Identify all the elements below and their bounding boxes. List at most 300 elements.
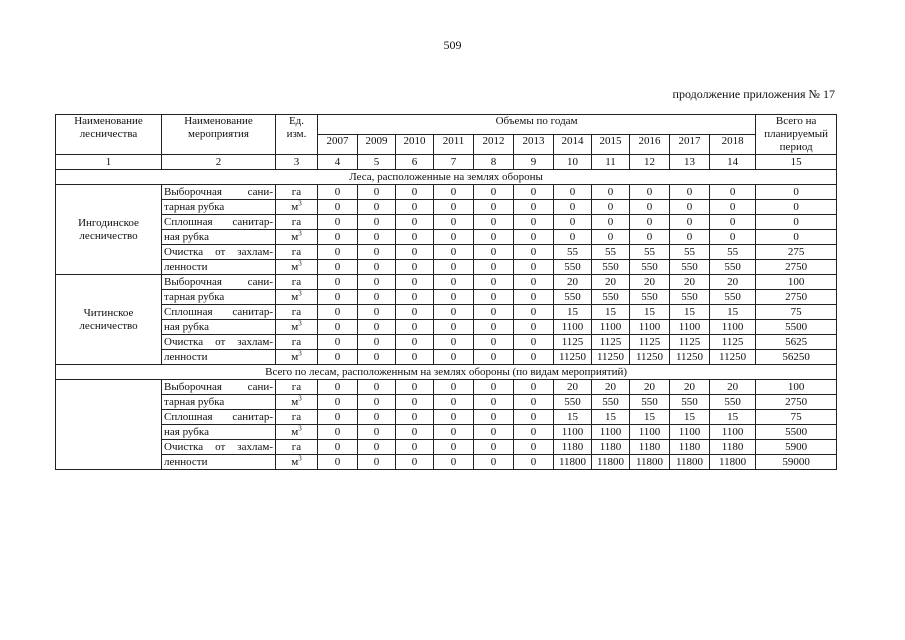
value-cell: 0 [474, 395, 514, 410]
value-cell: 0 [434, 245, 474, 260]
value-cell: 11250 [630, 350, 670, 365]
year-header: 2010 [396, 135, 434, 155]
value-cell: 1180 [630, 440, 670, 455]
value-cell: 0 [396, 425, 434, 440]
table-row [56, 335, 837, 350]
value-cell: 11800 [630, 455, 670, 470]
value-cell: 0 [514, 425, 554, 440]
value-cell: 0 [474, 185, 514, 200]
value-cell: 550 [710, 260, 756, 275]
value-cell: 0 [710, 230, 756, 245]
unit-exponent: 3 [298, 319, 302, 327]
value-cell: 0 [318, 185, 358, 200]
value-cell: 0 [554, 200, 592, 215]
value-cell: 1100 [710, 425, 756, 440]
value-cell: 0 [358, 260, 396, 275]
value-cell: 15 [554, 410, 592, 425]
value-cell: 550 [630, 260, 670, 275]
value-cell: 55 [670, 245, 710, 260]
year-header: 2013 [514, 135, 554, 155]
value-cell: 1125 [592, 335, 630, 350]
column-number: 9 [514, 155, 554, 170]
activity-name: тарная рубка [162, 395, 276, 410]
value-cell: 0 [318, 440, 358, 455]
value-cell: 0 [318, 410, 358, 425]
value-cell: 550 [630, 395, 670, 410]
value-cell: 0 [514, 455, 554, 470]
value-cell: 0 [474, 275, 514, 290]
value-cell: 15 [592, 410, 630, 425]
value-cell: 0 [514, 395, 554, 410]
value-cell: 20 [670, 275, 710, 290]
value-cell: 0 [318, 245, 358, 260]
unit-cell: $м^3$ [276, 290, 318, 305]
year-header: 2016 [630, 135, 670, 155]
value-cell: 550 [592, 395, 630, 410]
total-cell: 5900 [756, 440, 837, 455]
value-cell: 11250 [554, 350, 592, 365]
value-cell: 0 [554, 230, 592, 245]
value-cell: 0 [630, 200, 670, 215]
value-cell: 55 [630, 245, 670, 260]
value-cell: 550 [554, 260, 592, 275]
value-cell: 0 [358, 440, 396, 455]
column-number: 10 [554, 155, 592, 170]
value-cell: 55 [554, 245, 592, 260]
year-header: 2018 [710, 135, 756, 155]
value-cell: 55 [710, 245, 756, 260]
activity-name: Очистка от захлам- [162, 245, 276, 260]
value-cell: 0 [474, 200, 514, 215]
value-cell: 1125 [554, 335, 592, 350]
value-cell: 0 [358, 200, 396, 215]
value-cell: 0 [514, 200, 554, 215]
column-number: 4 [318, 155, 358, 170]
value-cell: 20 [710, 275, 756, 290]
activity-name: ленности [162, 350, 276, 365]
value-cell: 1100 [670, 425, 710, 440]
value-cell: 0 [396, 335, 434, 350]
value-cell: 1100 [592, 425, 630, 440]
value-cell: 0 [474, 455, 514, 470]
value-cell: 0 [514, 230, 554, 245]
value-cell: 0 [396, 260, 434, 275]
value-cell: 0 [318, 320, 358, 335]
unit-cell: га [276, 380, 318, 395]
value-cell: 1100 [670, 320, 710, 335]
value-cell: 0 [396, 305, 434, 320]
activity-name: Очистка от захлам- [162, 440, 276, 455]
unit-cell: $м^3$ [276, 395, 318, 410]
value-cell: 0 [434, 455, 474, 470]
value-cell: 15 [630, 410, 670, 425]
value-cell: 0 [396, 275, 434, 290]
unit-exponent: 3 [298, 424, 302, 432]
value-cell: 0 [318, 350, 358, 365]
value-cell: 1100 [710, 320, 756, 335]
value-cell: 0 [474, 425, 514, 440]
value-cell: 0 [710, 185, 756, 200]
activity-name: тарная рубка [162, 290, 276, 305]
unit-cell: $м^3$ [276, 455, 318, 470]
value-cell: 550 [710, 290, 756, 305]
total-cell: 0 [756, 200, 837, 215]
value-cell: 0 [358, 290, 396, 305]
header-forestry: Наименование лесничества [56, 115, 162, 155]
value-cell: 0 [514, 215, 554, 230]
value-cell: 20 [630, 275, 670, 290]
total-cell: 59000 [756, 455, 837, 470]
column-number: 1 [56, 155, 162, 170]
value-cell: 550 [592, 260, 630, 275]
value-cell: 20 [592, 380, 630, 395]
value-cell: 550 [670, 260, 710, 275]
value-cell: 0 [358, 275, 396, 290]
activity-name: тарная рубка [162, 200, 276, 215]
unit-cell: га [276, 215, 318, 230]
value-cell: 0 [670, 230, 710, 245]
value-cell: 11800 [592, 455, 630, 470]
total-cell: 100 [756, 275, 837, 290]
activity-name: Выборочная сани- [162, 275, 276, 290]
table-row [56, 275, 837, 290]
value-cell: 1180 [670, 440, 710, 455]
value-cell: 55 [592, 245, 630, 260]
value-cell: 0 [474, 335, 514, 350]
column-number: 13 [670, 155, 710, 170]
total-cell: 5500 [756, 425, 837, 440]
value-cell: 0 [514, 275, 554, 290]
value-cell: 15 [670, 410, 710, 425]
unit-cell: га [276, 305, 318, 320]
value-cell: 0 [396, 320, 434, 335]
value-cell: 0 [396, 200, 434, 215]
value-cell: 1125 [670, 335, 710, 350]
column-number: 15 [756, 155, 837, 170]
column-number: 3 [276, 155, 318, 170]
table-row [56, 455, 837, 470]
value-cell: 0 [670, 185, 710, 200]
value-cell: 0 [434, 230, 474, 245]
value-cell: 0 [396, 245, 434, 260]
value-cell: 1180 [592, 440, 630, 455]
table-row [56, 410, 837, 425]
value-cell: 0 [630, 215, 670, 230]
table-row [56, 320, 837, 335]
value-cell: 15 [592, 305, 630, 320]
total-cell: 100 [756, 380, 837, 395]
unit-cell: $м^3$ [276, 200, 318, 215]
value-cell: 11800 [554, 455, 592, 470]
value-cell: 0 [318, 290, 358, 305]
value-cell: 0 [554, 185, 592, 200]
activity-name: ная рубка [162, 425, 276, 440]
value-cell: 0 [630, 230, 670, 245]
value-cell: 0 [318, 380, 358, 395]
total-cell: 5500 [756, 320, 837, 335]
activity-name: Выборочная сани- [162, 185, 276, 200]
value-cell: 0 [514, 380, 554, 395]
value-cell: 550 [554, 290, 592, 305]
value-cell: 0 [434, 305, 474, 320]
value-cell: 0 [318, 395, 358, 410]
value-cell: 0 [396, 455, 434, 470]
value-cell: 1125 [710, 335, 756, 350]
value-cell: 0 [396, 230, 434, 245]
unit-cell: $м^3$ [276, 425, 318, 440]
value-cell: 0 [318, 425, 358, 440]
value-cell: 0 [514, 260, 554, 275]
value-cell: 0 [318, 335, 358, 350]
activity-name: Очистка от захлам- [162, 335, 276, 350]
table-row [56, 440, 837, 455]
total-cell: 2750 [756, 290, 837, 305]
column-number: 11 [592, 155, 630, 170]
value-cell: 11250 [670, 350, 710, 365]
value-cell: 0 [318, 230, 358, 245]
value-cell: 1180 [710, 440, 756, 455]
value-cell: 0 [592, 230, 630, 245]
value-cell: 0 [630, 185, 670, 200]
value-cell: 0 [434, 320, 474, 335]
value-cell: 0 [434, 290, 474, 305]
unit-cell: $м^3$ [276, 260, 318, 275]
value-cell: 0 [318, 455, 358, 470]
value-cell: 0 [396, 395, 434, 410]
year-header: 2015 [592, 135, 630, 155]
value-cell: 0 [514, 305, 554, 320]
value-cell: 0 [474, 305, 514, 320]
value-cell: 0 [474, 260, 514, 275]
value-cell: 0 [434, 260, 474, 275]
value-cell: 11800 [710, 455, 756, 470]
value-cell: 1100 [554, 425, 592, 440]
value-cell: 550 [670, 290, 710, 305]
unit-exponent: 3 [298, 394, 302, 402]
unit-exponent: 3 [298, 199, 302, 207]
forestry-name: Читинское лесничество [56, 275, 162, 365]
page-number: 509 [443, 38, 462, 52]
activity-name: ная рубка [162, 320, 276, 335]
value-cell: 20 [554, 380, 592, 395]
unit-cell: га [276, 245, 318, 260]
value-cell: 0 [358, 395, 396, 410]
value-cell: 1100 [592, 320, 630, 335]
unit-cell: $м^3$ [276, 320, 318, 335]
value-cell: 0 [592, 200, 630, 215]
column-number: 5 [358, 155, 396, 170]
header-total: Всего на планируемый период [756, 115, 837, 155]
value-cell: 0 [358, 245, 396, 260]
value-cell: 0 [474, 245, 514, 260]
activity-name: ная рубка [162, 230, 276, 245]
table-row [56, 260, 837, 275]
value-cell: 0 [514, 410, 554, 425]
column-number: 2 [162, 155, 276, 170]
value-cell: 0 [358, 455, 396, 470]
value-cell: 15 [670, 305, 710, 320]
table-row [56, 200, 837, 215]
column-number: 12 [630, 155, 670, 170]
value-cell: 0 [434, 335, 474, 350]
total-cell: 5625 [756, 335, 837, 350]
table-row [56, 380, 837, 395]
value-cell: 0 [358, 410, 396, 425]
value-cell: 550 [554, 395, 592, 410]
value-cell: 0 [358, 335, 396, 350]
column-number: 7 [434, 155, 474, 170]
year-header: 2014 [554, 135, 592, 155]
value-cell: 0 [514, 440, 554, 455]
table-row [56, 245, 837, 260]
value-cell: 0 [514, 335, 554, 350]
forestry-name: Ингодинское лесничество [56, 185, 162, 275]
value-cell: 0 [474, 380, 514, 395]
column-number: 14 [710, 155, 756, 170]
unit-cell: га [276, 335, 318, 350]
total-cell: 0 [756, 215, 837, 230]
header-unit: Ед. изм. [276, 115, 318, 155]
value-cell: 0 [396, 185, 434, 200]
unit-cell: га [276, 275, 318, 290]
value-cell: 20 [592, 275, 630, 290]
value-cell: 0 [514, 320, 554, 335]
value-cell: 0 [396, 410, 434, 425]
table-row [56, 350, 837, 365]
value-cell: 15 [630, 305, 670, 320]
value-cell: 0 [358, 305, 396, 320]
value-cell: 550 [710, 395, 756, 410]
value-cell: 0 [474, 440, 514, 455]
year-header: 2012 [474, 135, 514, 155]
table-row [56, 305, 837, 320]
table-row [56, 290, 837, 305]
value-cell: 0 [592, 185, 630, 200]
value-cell: 0 [710, 200, 756, 215]
total-cell: 75 [756, 305, 837, 320]
value-cell: 0 [358, 350, 396, 365]
value-cell: 0 [474, 230, 514, 245]
value-cell: 0 [434, 275, 474, 290]
value-cell: 15 [710, 410, 756, 425]
value-cell: 20 [670, 380, 710, 395]
year-header: 2009 [358, 135, 396, 155]
value-cell: 11800 [670, 455, 710, 470]
total-cell: 2750 [756, 395, 837, 410]
value-cell: 0 [396, 440, 434, 455]
total-cell: 275 [756, 245, 837, 260]
value-cell: 0 [318, 260, 358, 275]
value-cell: 0 [554, 215, 592, 230]
value-cell: 0 [358, 320, 396, 335]
value-cell: 550 [592, 290, 630, 305]
value-cell: 0 [592, 215, 630, 230]
value-cell: 0 [318, 200, 358, 215]
table-row [56, 395, 837, 410]
value-cell: 15 [554, 305, 592, 320]
value-cell: 1180 [554, 440, 592, 455]
unit-exponent: 3 [298, 454, 302, 462]
value-cell: 0 [396, 350, 434, 365]
value-cell: 0 [434, 425, 474, 440]
value-cell: 0 [474, 290, 514, 305]
value-cell: 0 [434, 200, 474, 215]
value-cell: 0 [318, 275, 358, 290]
table-row [56, 215, 837, 230]
value-cell: 0 [434, 350, 474, 365]
value-cell: 0 [434, 380, 474, 395]
activity-name: ленности [162, 260, 276, 275]
activity-name: ленности [162, 455, 276, 470]
value-cell: 0 [514, 185, 554, 200]
value-cell: 0 [358, 230, 396, 245]
value-cell: 1125 [630, 335, 670, 350]
column-number: 8 [474, 155, 514, 170]
value-cell: 0 [670, 215, 710, 230]
column-number: 6 [396, 155, 434, 170]
unit-exponent: 3 [298, 229, 302, 237]
value-cell: 1100 [630, 425, 670, 440]
activity-name: Сплошная санитар- [162, 410, 276, 425]
value-cell: 1100 [630, 320, 670, 335]
value-cell: 0 [396, 290, 434, 305]
table-row [56, 425, 837, 440]
value-cell: 20 [630, 380, 670, 395]
year-header: 2011 [434, 135, 474, 155]
value-cell: 0 [358, 215, 396, 230]
value-cell: 0 [514, 350, 554, 365]
table-row [56, 185, 837, 200]
forestry-volumes-table [55, 114, 837, 470]
unit-exponent: 3 [298, 349, 302, 357]
section-row [56, 170, 837, 185]
value-cell: 0 [396, 380, 434, 395]
unit-cell: га [276, 410, 318, 425]
value-cell: 0 [514, 290, 554, 305]
value-cell: 0 [434, 185, 474, 200]
value-cell: 0 [434, 215, 474, 230]
value-cell: 0 [318, 215, 358, 230]
header-volumes: Объемы по годам [318, 115, 756, 135]
value-cell: 0 [434, 440, 474, 455]
value-cell: 20 [554, 275, 592, 290]
total-cell: 0 [756, 230, 837, 245]
section-row [56, 365, 837, 380]
value-cell: 11250 [710, 350, 756, 365]
header-activity: Наименование мероприятия [162, 115, 276, 155]
value-cell: 0 [358, 425, 396, 440]
unit-exponent: 3 [298, 289, 302, 297]
value-cell: 1100 [554, 320, 592, 335]
total-cell: 2750 [756, 260, 837, 275]
value-cell: 0 [434, 395, 474, 410]
section-title: Леса, расположенные на землях обороны [56, 170, 837, 185]
value-cell: 0 [474, 410, 514, 425]
total-cell: 75 [756, 410, 837, 425]
value-cell: 0 [514, 245, 554, 260]
appendix-continuation: продолжение приложения № 17 [672, 87, 835, 101]
value-cell: 20 [710, 380, 756, 395]
year-header: 2007 [318, 135, 358, 155]
total-cell: 56250 [756, 350, 837, 365]
value-cell: 0 [670, 200, 710, 215]
value-cell: 11250 [592, 350, 630, 365]
activity-name: Сплошная санитар- [162, 215, 276, 230]
activity-name: Сплошная санитар- [162, 305, 276, 320]
year-header: 2017 [670, 135, 710, 155]
value-cell: 0 [358, 185, 396, 200]
unit-cell: га [276, 185, 318, 200]
